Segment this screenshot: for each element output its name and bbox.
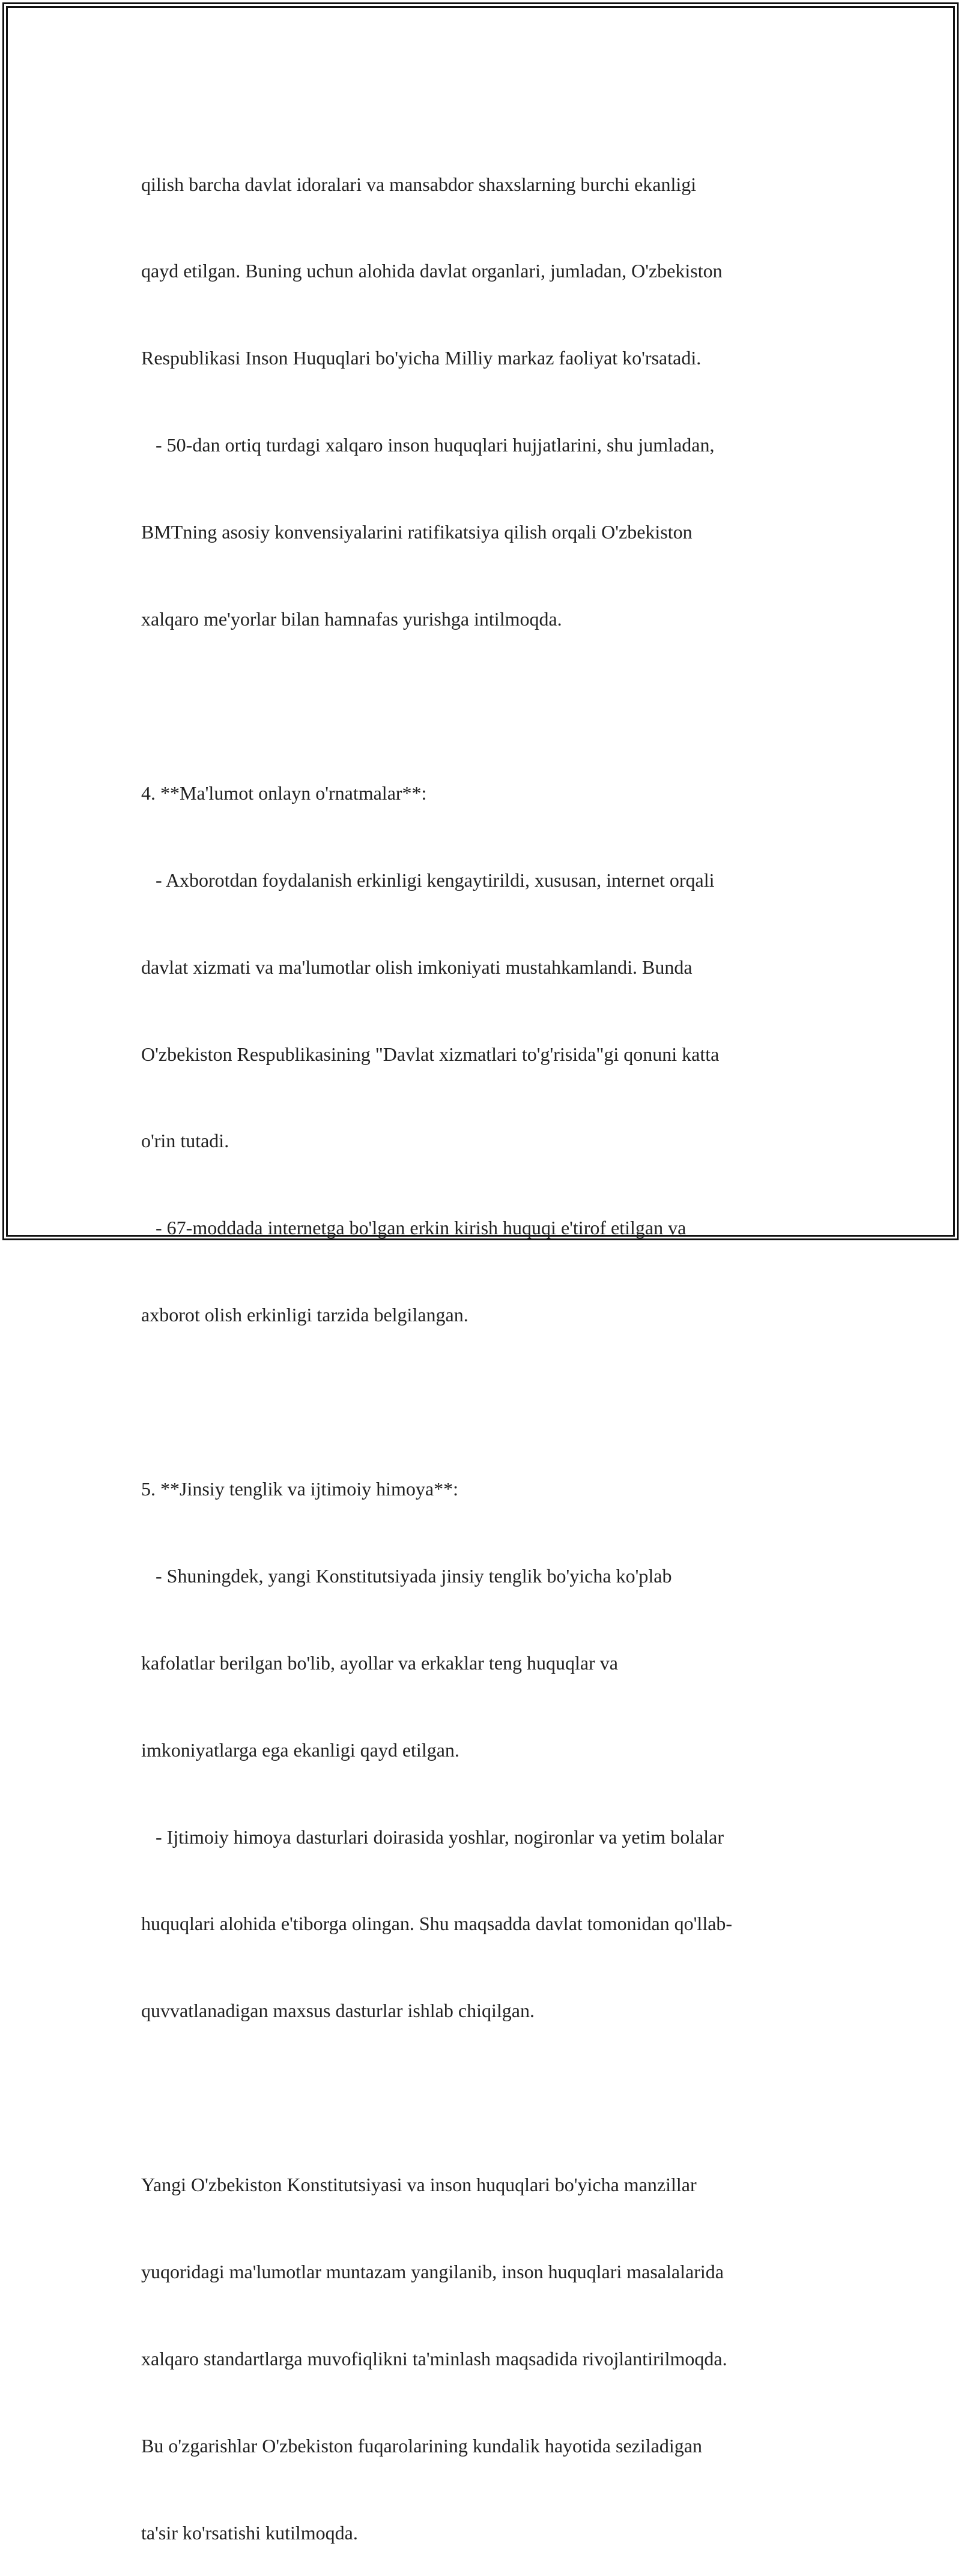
blank-line (141, 2083, 832, 2112)
text-line: kafolatlar berilgan bo'lib, ayollar va erkaklar teng huquqlar va (141, 1651, 618, 1674)
text-line: axborot olish erkinligi tarzida belgilangan. (141, 1304, 468, 1326)
list-item-line: - 50-dan ortiq turdagi xalqaro inson huquqlari hujjatlarini, shu jumladan, (141, 434, 715, 456)
text-line: huquqlari alohida e'tiborga olingan. Shu maqsadda davlat tomonidan qo'llab- (141, 1913, 733, 1935)
text-line: BMTning asosiy konvensiyalarini ratifikatsiya qilish orqali O'zbekiston (141, 521, 693, 543)
document-body (141, 112, 832, 2576)
conclusion-line: Yangi O'zbekiston Konstitutsiyasi va inson huquqlari bo'yicha manzillar (141, 2174, 697, 2196)
blank-line (141, 1387, 832, 1416)
text-line: O'zbekiston Respublikasining "Davlat xizmatlari to'g'risida"gi qonuni katta (141, 1043, 720, 1065)
conclusion-line: Bu o'zgarishlar O'zbekiston fuqarolarining kundalik hayotida seziladigan (141, 2434, 702, 2457)
text-line: xalqaro me'yorlar bilan hamnafas yurishga intilmoqda. (141, 608, 562, 630)
text-line: Respublikasi Inson Huquqlari bo'yicha Milliy markaz faoliyat ko'rsatadi. (141, 347, 702, 369)
section-heading-4: 4. **Ma'lumot onlayn o'rnatmalar**: (141, 782, 427, 804)
conclusion-line: yuqoridagi ma'lumotlar muntazam yangilanib, inson huquqlari masalalarida (141, 2260, 724, 2282)
text-line: o'rin tutadi. (141, 1130, 229, 1152)
text-line: davlat xizmati va ma'lumotlar olish imkoniyati mustahkamlandi. Bunda (141, 956, 693, 978)
list-item-line: - 67-moddada internetga bo'lgan erkin kirish huquqi e'tirof etilgan va (141, 1217, 687, 1239)
text-line: qayd etilgan. Buning uchun alohida davlat organlari, jumladan, O'zbekiston (141, 260, 723, 282)
list-item-line: - Shuningdek, yangi Konstitutsiyada jinsiy tenglik bo'yicha ko'plab (141, 1564, 672, 1587)
section-heading-5: 5. **Jinsiy tenglik va ijtimoiy himoya**: (141, 1477, 458, 1500)
conclusion-line: ta'sir ko'rsatishi kutilmoqda. (141, 2521, 358, 2544)
blank-line (141, 692, 832, 720)
text-line: quvvatlanadigan maxsus dasturlar ishlab chiqilgan. (141, 2000, 535, 2022)
text-line: imkoniyatlarga ega ekanligi qayd etilgan. (141, 1739, 459, 1761)
list-item-line: - Axborotdan foydalanish erkinligi kengaytirildi, xususan, internet orqali (141, 869, 715, 891)
list-item-line: - Ijtimoiy himoya dasturlari doirasida yoshlar, nogironlar va yetim bolalar (141, 1826, 724, 1848)
text-line: qilish barcha davlat idoralari va mansabdor shaxslarning burchi ekanligi (141, 173, 697, 195)
conclusion-line: xalqaro standartlarga muvofiqlikni ta'minlash maqsadida rivojlantirilmoqda. (141, 2347, 727, 2369)
